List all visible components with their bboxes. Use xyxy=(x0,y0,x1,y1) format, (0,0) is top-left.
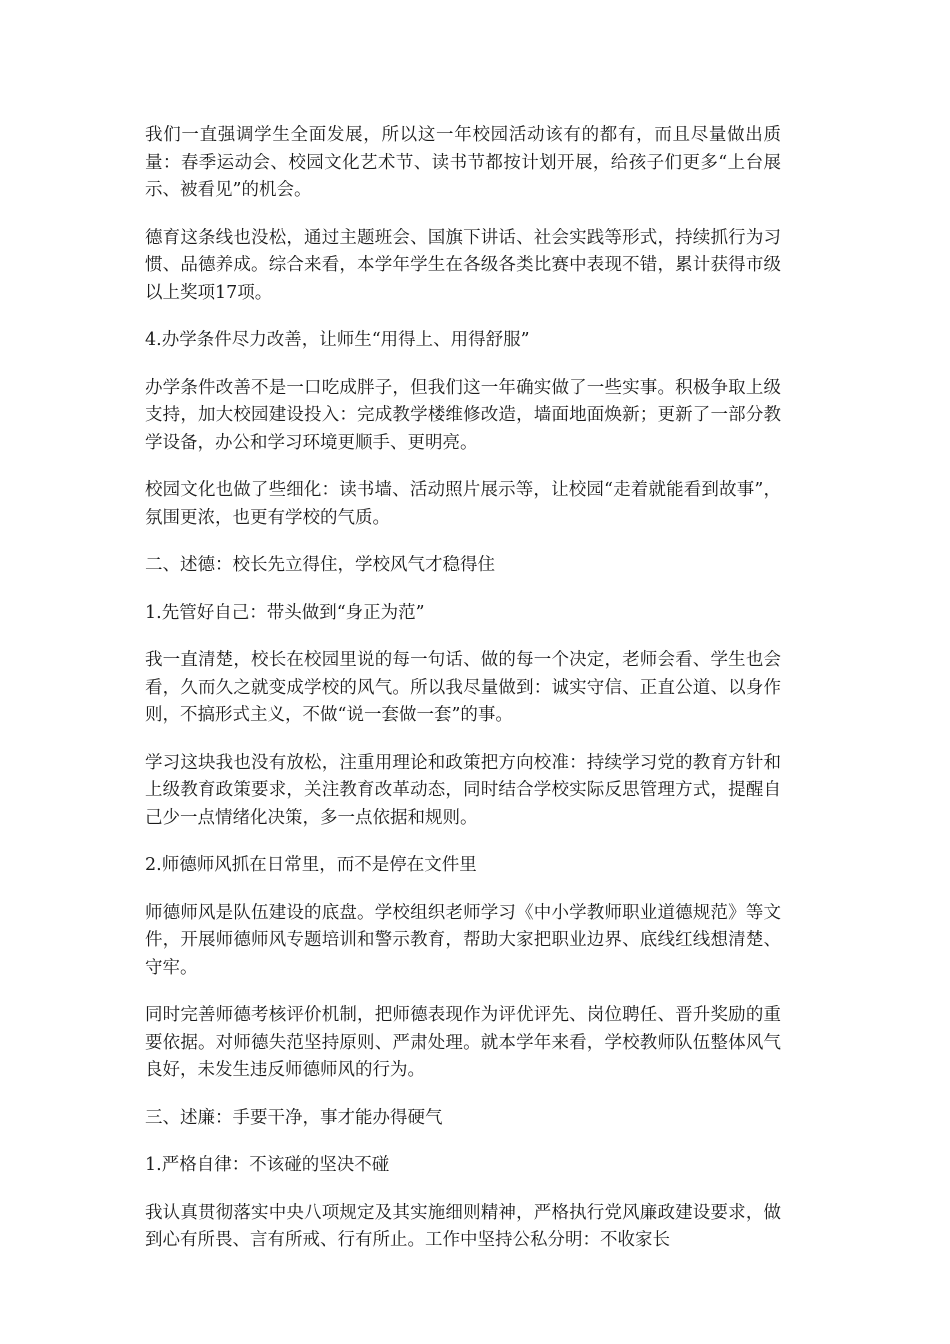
paragraph-integrity: 我认真贯彻落实中央八项规定及其实施细则精神，严格执行党风廉政建设要求，做到心有所畏、言有所戒、行有所止。工作中坚持公私分明：不收家长 xyxy=(145,1202,781,1250)
paragraph-conditions-improvement: 办学条件改善不是一口吃成胖子，但我们这一年确实做了一些实事。积极争取上级支持，加大校园建设投入：完成教学楼维修改造，墙面地面焕新；更新了一部分教学设备，办公和学习环境更顺手、更明亮。 xyxy=(145,377,781,453)
heading-section-two: 二、述德：校长先立得住，学校风气才稳得住 xyxy=(145,555,495,575)
heading-section-three: 三、述廉：手要干净，事才能办得硬气 xyxy=(145,1107,443,1128)
paragraph-campus-culture: 校园文化也做了些细化：读书墙、活动照片展示等，让校园“走着就能看到故事”，氛围更浓，也更有学校的气质。 xyxy=(145,480,781,528)
heading-teacher-ethics: 2.师德师风抓在日常里，而不是停在文件里 xyxy=(145,855,477,875)
heading-school-conditions: 4.办学条件尽力改善，让师生“用得上、用得舒服” xyxy=(145,330,530,350)
heading-strict-self-discipline: 1.严格自律：不该碰的坚决不碰 xyxy=(145,1155,390,1175)
document-page xyxy=(145,122,781,1275)
heading-self-discipline: 1.先管好自己：带头做到“身正为范” xyxy=(145,602,425,623)
paragraph-ethics-training: 师德师风是队伍建设的底盘。学校组织老师学习《中小学教师职业道德规范》等文件，开展师德师风专题培训和警示教育，帮助大家把职业边界、底线红线想清楚、守牢。 xyxy=(145,902,781,978)
paragraph-study: 学习这块我也没有放松，注重用理论和政策把方向校准：持续学习党的教育方针和上级教育政策要求，关注教育改革动态，同时结合学校实际反思管理方式，提醒自己少一点情绪化决策，多一点依据和规则。 xyxy=(145,752,781,828)
paragraph-activities: 我们一直强调学生全面发展，所以这一年校园活动该有的都有，而且尽量做出质量：春季运动会、校园文化艺术节、读书节都按计划开展，给孩子们更多“上台展示、被看见”的机会。 xyxy=(145,125,781,200)
paragraph-ethics-evaluation: 同时完善师德考核评价机制，把师德表现作为评优评先、岗位聘任、晋升奖励的重要依据。对师德失范坚持原则、严肃处理。就本学年来看，学校教师队伍整体风气良好，未发生违反师德师风的行为。 xyxy=(145,1005,781,1080)
paragraph-moral-education: 德育这条线也没松，通过主题班会、国旗下讲话、社会实践等形式，持续抓行为习惯、品德养成。综合来看，本学年学生在各级各类比赛中表现不错，累计获得市级以上奖项17项。 xyxy=(145,227,781,303)
paragraph-principal-example: 我一直清楚，校长在校园里说的每一句话、做的每一个决定，老师会看、学生也会看，久而久之就变成学校的风气。所以我尽量做到：诚实守信、正直公道、以身作则，不搞形式主义，不做“说一套做一套”的事。 xyxy=(145,650,781,725)
